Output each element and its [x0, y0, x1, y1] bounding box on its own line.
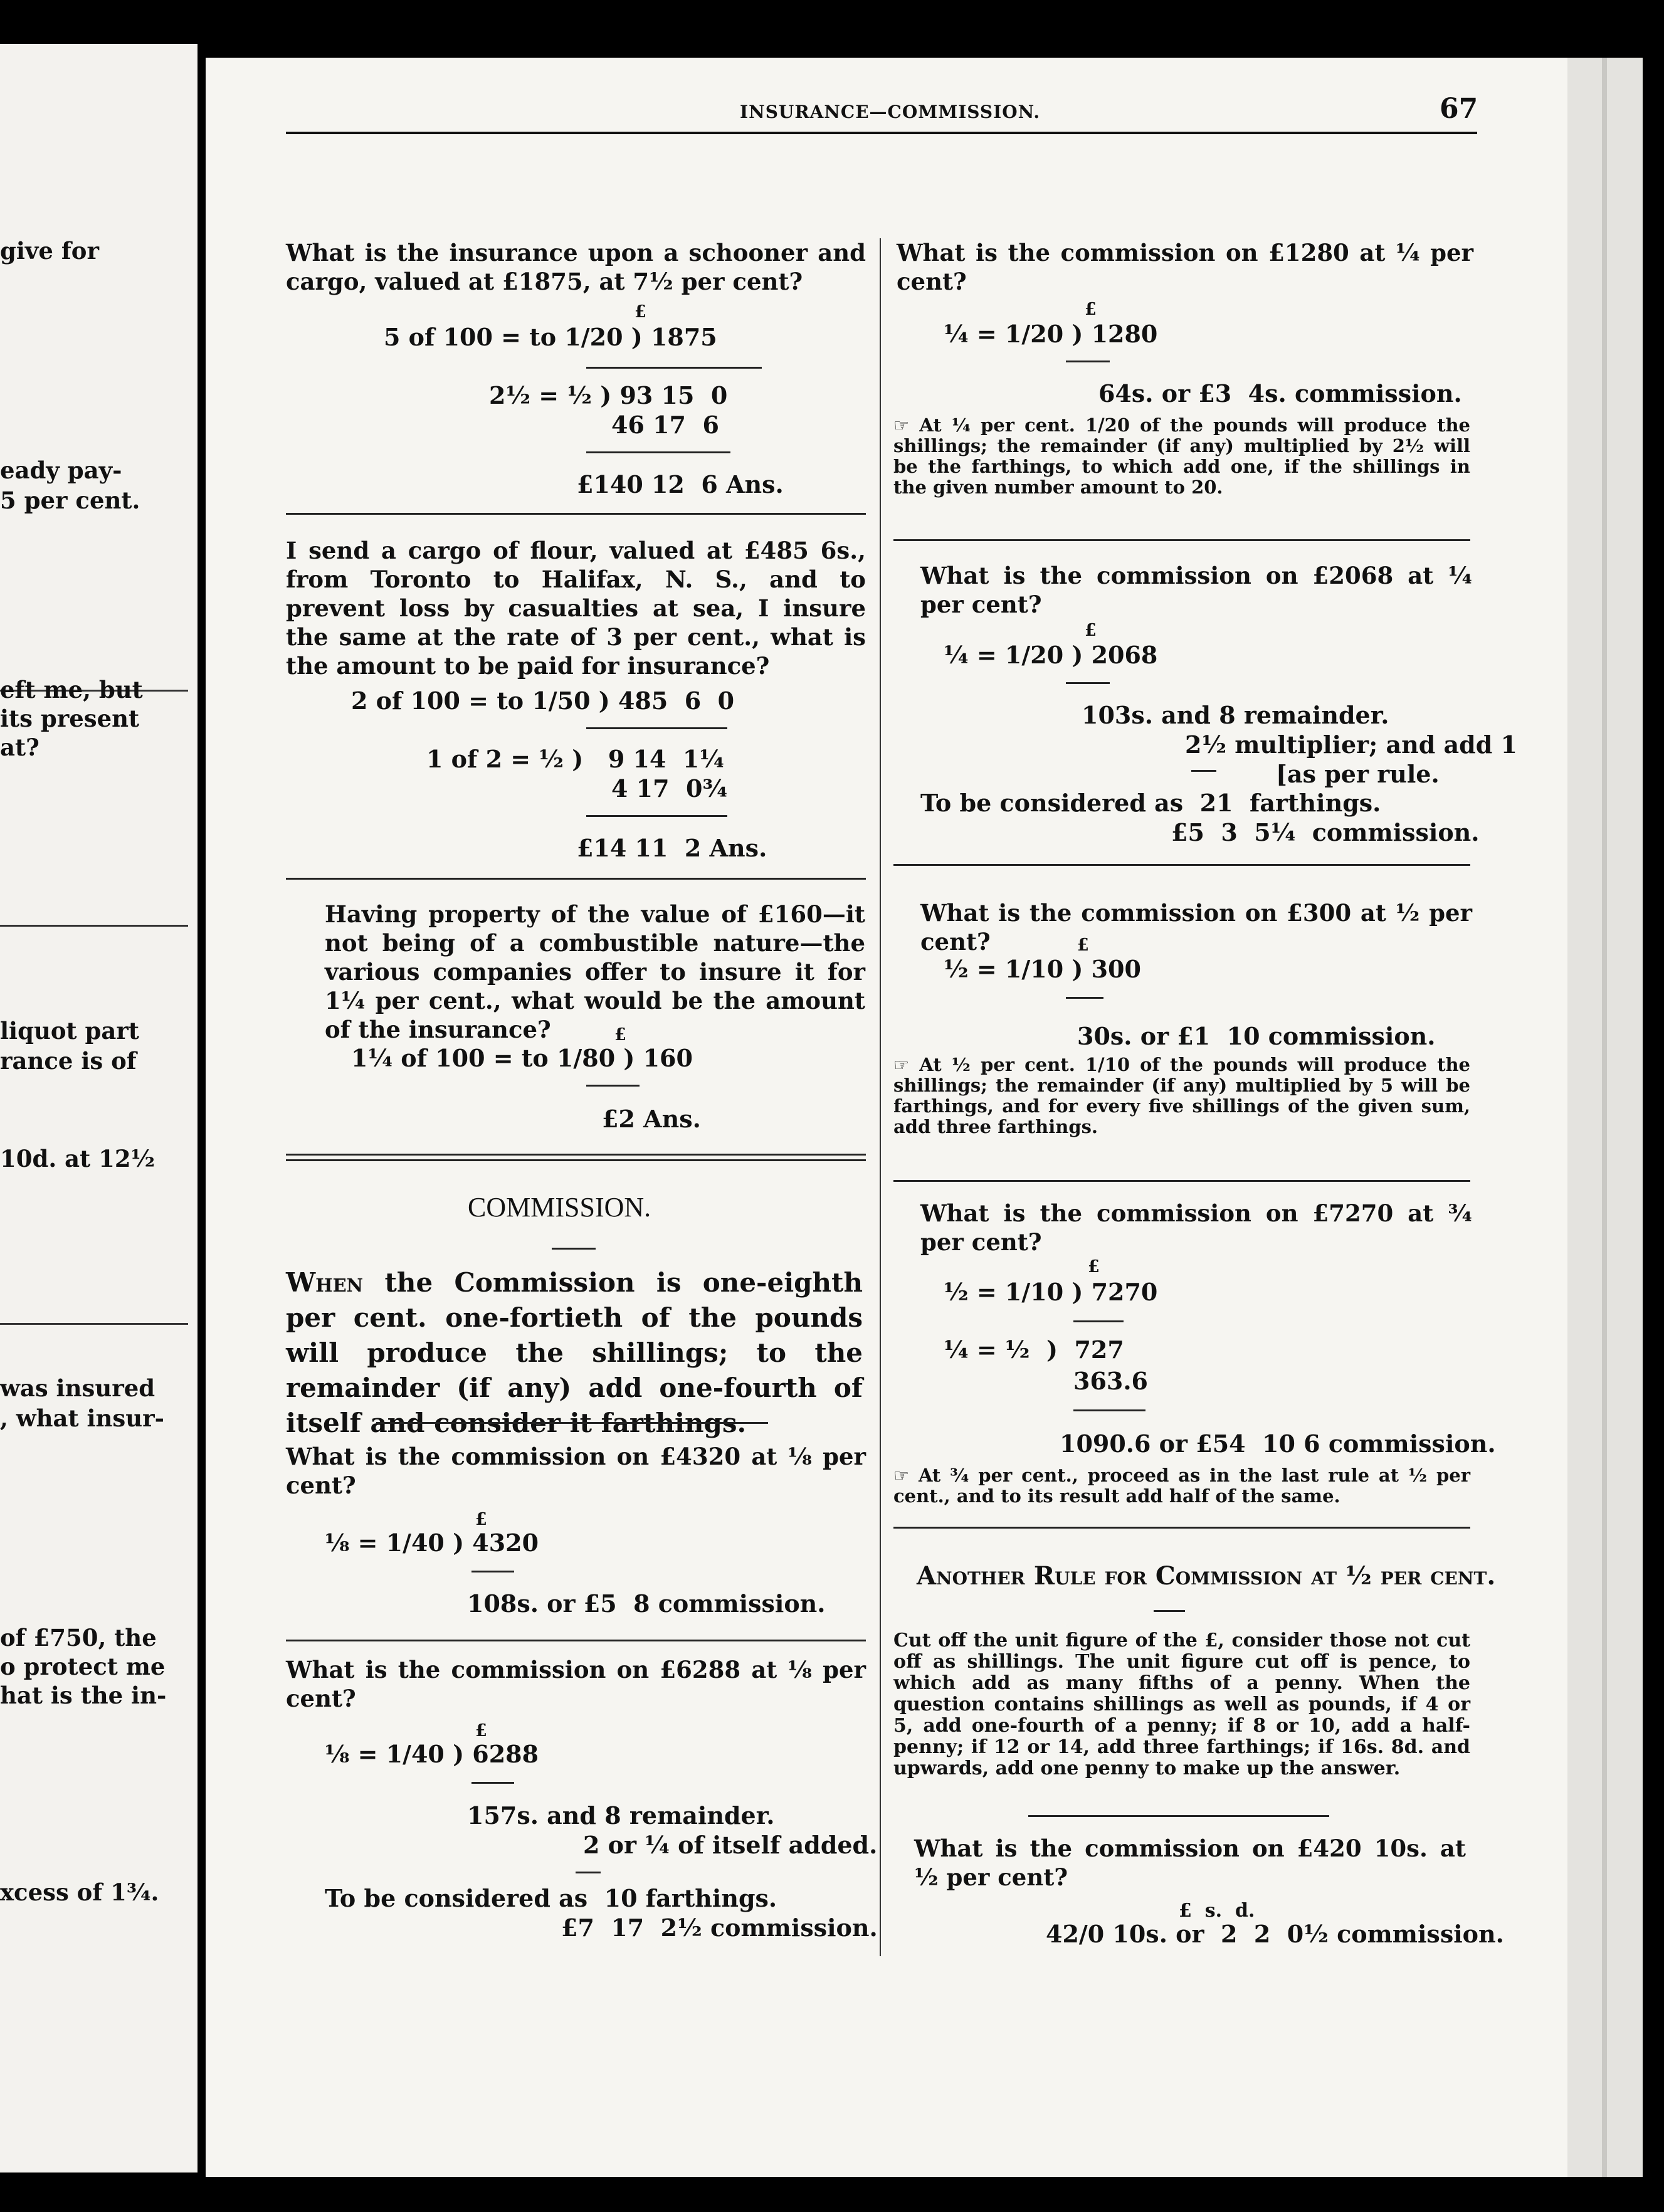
question-5: What is the commission on £6288 at ⅛ per cent?: [286, 1656, 866, 1712]
title-rule: [552, 1248, 596, 1250]
pointing-hand-icon: ☞: [893, 1465, 910, 1486]
question-9: What is the commission on £7270 at ¾ per cent?: [920, 1199, 1472, 1256]
facing-text: o protect me: [0, 1653, 166, 1680]
commission-rule-text: [286, 1265, 863, 1441]
pound-unit: £: [614, 1025, 626, 1045]
working-rule: [1073, 1320, 1124, 1322]
question-8: What is the commission on £300 at ½ per cent?: [920, 899, 1472, 956]
answer: £14 11 2 Ans.: [577, 834, 767, 862]
section-rule: [286, 878, 866, 880]
working-line: ¼ = ½ ) 727: [944, 1335, 1124, 1364]
page-number: 67: [1440, 93, 1478, 125]
question-7: What is the commission on £2068 at ¼ per cent?: [920, 562, 1472, 618]
working-line: 103s. and 8 remainder.: [1082, 701, 1389, 729]
pound-unit: £: [1085, 621, 1097, 640]
double-rule: [286, 1154, 866, 1161]
working-line: 5 of 100 = to 1/20 ) 1875: [384, 323, 717, 351]
working-line: 2½ multiplier; and add 1: [1185, 730, 1517, 759]
answer: £2 Ans.: [602, 1105, 701, 1133]
facing-rule: [0, 925, 188, 927]
section-rule: [286, 513, 866, 515]
note: [893, 1465, 1470, 1507]
working-rule: [586, 1085, 640, 1087]
another-rule-title: Another Rule for Commission at ½ per cent.: [917, 1561, 1496, 1591]
answer: 42/0 10s. or 2 2 0½ commission.: [1046, 1920, 1504, 1948]
facing-rule: [0, 1323, 188, 1325]
note-text: At ¾ per cent., proceed as in the last rule at ½ per cent., and to its result add half of the same.: [893, 1465, 1470, 1507]
working-line: To be considered as 21 farthings.: [920, 789, 1381, 817]
pound-unit: £: [475, 1721, 487, 1741]
question-6: What is the commission on £1280 at ¼ per cent?: [897, 239, 1473, 295]
facing-page-fragment: [0, 44, 197, 2172]
working-line: ½ = 1/10 ) 7270: [944, 1278, 1158, 1306]
note-text: At ¼ per cent. 1/20 of the pounds will produce the shillings; the remainder (if any) multiplied by 2½ will be the farthings, to which add one, if the shillings in the given number amount to 20.: [893, 414, 1470, 498]
another-rule-text: Cut off the unit figure of the £, consider those not cut off as shillings. The unit figure cut off is pence, to which add as many fifths of a penny. When the question contains shillings as well as pounds, if 4 or 5, add one-fourth of a penny; if 8 or 10, add a half-penny; if 12 or 14, add three farthings; if 16s. 8d. and upwards, add one penny to make up the answer.: [893, 1630, 1470, 1779]
working-line: 1 of 2 = ½ ) 9 14 1¼: [426, 745, 724, 773]
pound-unit: £: [1077, 935, 1089, 955]
answer: £140 12 6 Ans.: [577, 470, 784, 498]
working-rule: [1066, 682, 1110, 684]
answer: 1090.6 or £54 10 6 commission.: [1060, 1430, 1496, 1458]
working-rule: [1191, 770, 1216, 772]
answer: £5 3 5¼ commission.: [1171, 818, 1480, 846]
facing-text: liquot part: [0, 1017, 139, 1045]
question-4: What is the commission on £4320 at ⅛ per cent?: [286, 1443, 866, 1499]
rule-body: the Commission is one-eighth per cent. one-fortieth of the pounds will produce the shillings; to the remainder (if any) add one-fourth of itself and consider it farthings.: [286, 1267, 863, 1438]
facing-text: xcess of 1¾.: [0, 1878, 159, 1906]
title-rule: [1154, 1610, 1185, 1612]
working-line: 4 17 0¾: [611, 774, 728, 803]
working-line: ¼ = 1/20 ) 1280: [944, 320, 1158, 348]
working-rule: [471, 1782, 514, 1784]
working-line: 2 or ¼ of itself added.: [583, 1831, 878, 1859]
section-rule: [893, 864, 1470, 866]
working-line: ⅛ = 1/40 ) 6288: [325, 1740, 539, 1768]
pointing-hand-icon: ☞: [893, 415, 910, 436]
working-line: To be considered as 10 farthings.: [325, 1884, 777, 1912]
pound-unit: £: [1085, 300, 1097, 319]
working-rule: [1066, 997, 1103, 999]
note: [893, 415, 1470, 498]
facing-text: eady pay-: [0, 456, 122, 484]
section-title: COMMISSION.: [468, 1192, 651, 1223]
pound-unit: £: [635, 302, 646, 322]
facing-text: at?: [0, 734, 39, 761]
question-3: Having property of the value of £160—it not being of a combustible nature—the various companies offer to insure it for 1¼ per cent., what would be the amount of the insurance?: [325, 900, 865, 1043]
section-rule: [286, 1640, 866, 1641]
answer: 30s. or £1 10 commission.: [1077, 1022, 1436, 1050]
note-text: At ½ per cent. 1/10 of the pounds will produce the shillings; the remainder (if any) multiplied by 5 will be farthings, and for every five shillings of the given sum, add three farthings.: [893, 1054, 1470, 1137]
working-line: 363.6: [1073, 1367, 1148, 1395]
money-units: £ s. d.: [1179, 1900, 1255, 1922]
facing-text: 10d. at 12½: [0, 1145, 155, 1172]
facing-text: , what insur-: [0, 1404, 164, 1432]
section-rule: [1028, 1815, 1329, 1817]
facing-text: 5 per cent.: [0, 487, 140, 514]
working-line: ⅛ = 1/40 ) 4320: [325, 1529, 539, 1557]
working-line: [as per rule.: [1276, 760, 1440, 788]
working-line: ½ = 1/10 ) 300: [944, 955, 1141, 983]
page-edge-shadow: [1602, 58, 1607, 2177]
facing-text: of £750, the: [0, 1624, 157, 1651]
section-rule: [893, 1180, 1470, 1182]
working-line: 2 of 100 = to 1/50 ) 485 6 0: [351, 687, 735, 715]
working-line: ¼ = 1/20 ) 2068: [944, 641, 1158, 669]
facing-text: was insured: [0, 1374, 155, 1402]
working-rule: [1073, 1409, 1145, 1411]
running-header: INSURANCE—COMMISSION.: [740, 102, 1041, 122]
section-rule: [376, 1422, 768, 1424]
facing-text: give for: [0, 237, 99, 265]
working-rule: [586, 451, 730, 453]
working-rule: [1066, 361, 1110, 362]
working-rule: [586, 727, 727, 729]
answer: £7 17 2½ commission.: [561, 1914, 878, 1942]
answer: 64s. or £3 4s. commission.: [1098, 379, 1462, 408]
note: [893, 1055, 1470, 1137]
working-line: 1¼ of 100 = to 1/80 ) 160: [351, 1044, 693, 1072]
column-divider: [880, 238, 881, 1956]
working-line: 2½ = ½ ) 93 15 0: [489, 381, 728, 409]
working-line: 46 17 6: [611, 411, 719, 439]
working-rule: [576, 1872, 601, 1873]
section-rule: [893, 539, 1470, 541]
question-10: What is the commission on £420 10s. at ½ per cent?: [914, 1835, 1466, 1891]
pound-unit: £: [1088, 1257, 1100, 1277]
facing-text: eft me, but: [0, 676, 143, 703]
pointing-hand-icon: ☞: [893, 1055, 910, 1075]
facing-text: hat is the in-: [0, 1682, 167, 1709]
section-rule: [893, 1527, 1470, 1529]
facing-text: rance is of: [0, 1047, 137, 1075]
working-line: 157s. and 8 remainder.: [467, 1801, 775, 1830]
rule-lead-word: When: [286, 1267, 364, 1298]
pound-unit: £: [475, 1510, 487, 1529]
header-rule: [286, 132, 1477, 134]
working-rule: [586, 815, 727, 817]
question-2: I send a cargo of flour, valued at £485 6s., from Toronto to Halifax, N. S., and to prevent loss by casualties at sea, I insure the same at the rate of 3 per cent., what is the amount to be paid for insurance?: [286, 537, 866, 680]
working-rule: [471, 1571, 514, 1572]
facing-text: its present: [0, 705, 140, 732]
working-rule: [586, 367, 762, 369]
question-1: What is the insurance upon a schooner and cargo, valued at £1875, at 7½ per cent?: [286, 239, 866, 295]
answer: 108s. or £5 8 commission.: [467, 1589, 826, 1618]
